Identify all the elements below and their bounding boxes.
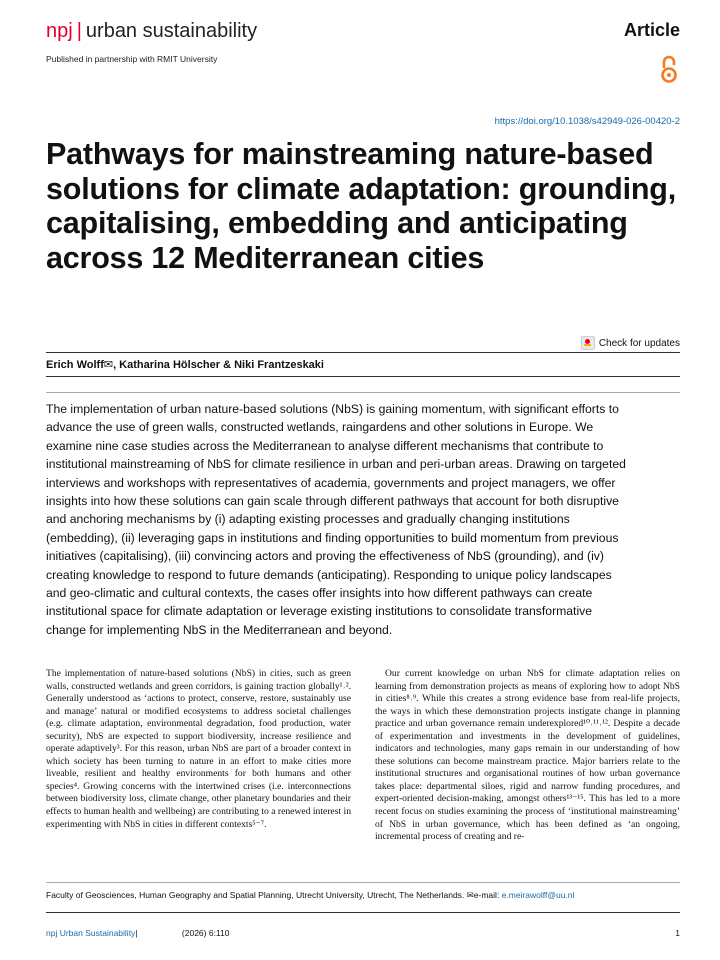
author-list: Erich Wolff✉, Katharina Hölscher & Niki Frantzeskaki bbox=[46, 359, 324, 371]
body-column-right: Our current knowledge on urban NbS for climate adaptation relies on learning from demonstration projects as means of exploring how to adopt NbS in cities⁸˒⁹. While this creates a strong evidence base from real-life projects, the ways in which these demonstration projects instigate change in planning practice and urban governance remain underexplored¹⁰˒¹¹˒¹². Despite a decade of experimentation and investments in the development of guidelines, indicators and technologies, many gaps remain in our understanding of how these solutions can become mainstream practice. Major barriers relate to the institutional structures and organisational routines of how urban governance takes place: departmental siloes, rigid and narrow funding procedures, and expert-oriented decision-making, amongst others¹³⁻¹⁵. This has led to a more recent focus on studies examining the process of ‘institutional mainstreaming’ of NbS in urban governance, which has been defined as ‘an ongoing, incremental process of creating and re- bbox=[375, 668, 680, 843]
check-updates-label: Check for updates bbox=[598, 337, 680, 349]
abstract-rule bbox=[46, 392, 680, 393]
journal-prefix: npj bbox=[46, 20, 73, 42]
page-number: 1 bbox=[675, 928, 680, 938]
doi-link[interactable]: https://doi.org/10.1038/s42949-026-00420-2 bbox=[494, 116, 680, 127]
journal-name: urban sustainability bbox=[85, 20, 258, 42]
footer-issue: (2026) 6:110 bbox=[181, 928, 230, 938]
open-access-icon bbox=[660, 55, 678, 85]
crossmark-icon bbox=[581, 336, 595, 350]
page-footer bbox=[46, 928, 229, 938]
footer-rule bbox=[46, 912, 680, 913]
footnote-rule bbox=[46, 882, 680, 883]
authors-bottom-rule bbox=[46, 376, 680, 377]
envelope-icon: ✉ bbox=[466, 890, 474, 900]
journal-masthead bbox=[46, 18, 257, 44]
article-title: Pathways for mainstreaming nature-based solutions for climate adaptation: grounding, capitalising, embedding and anticipating across 12 Mediterranean cities bbox=[46, 137, 677, 275]
affiliation-text: Faculty of Geosciences, Human Geography and Spatial Planning, Utrecht University, Utrecht, The Netherlands. bbox=[46, 890, 465, 900]
email-link[interactable]: e.meirawolff@uu.nl bbox=[501, 890, 575, 900]
partnership-note: Published in partnership with RMIT University bbox=[46, 54, 218, 64]
footer-journal-link[interactable]: npj Urban Sustainability bbox=[46, 928, 136, 938]
footer-separator: | bbox=[135, 928, 138, 938]
affiliation-footnote bbox=[46, 890, 574, 901]
article-type: Article bbox=[623, 20, 680, 40]
abstract: The implementation of urban nature-based solutions (NbS) is gaining momentum, with significant efforts to advance the use of green walls, constructed wetlands, raingardens and other solutions in Europe. We examine nine case studies across the Mediterranean to analyse different mechanisms that contribute to institutional mainstreaming of NbS for climate resilience in urban and peri-urban areas. Drawing on targeted interviews and workshops with representatives of academia, governments and project managers, we offer insights into how these solutions can gain scale through different pathways that account for both disruptive and anchoring mechanisms by (i) adapting existing processes and gradually changing institutions (embedding), (ii) leveraging gaps in institutions and finding opportunities to build momentum from previous initiatives (capitalising), (iii) convincing actors and proving the effectiveness of NbS (grounding), and (iv) creating knowledge to respond to future demands (anticipating). Responding to unique policy landscapes and geo-climatic and cultural contexts, the cases offer insights into how different pathways can create institutional space for climate adaptation or leverage existing institutions to consolidate transformative change for implementing NbS in the Mediterranean and beyond. bbox=[46, 402, 626, 637]
check-updates-button[interactable] bbox=[581, 336, 680, 350]
email-label: e-mail: bbox=[473, 890, 500, 900]
authors-top-rule bbox=[46, 352, 680, 353]
journal-separator: | bbox=[76, 20, 82, 42]
body-column-left: The implementation of nature-based solutions (NbS) in cities, such as green walls, constructed wetlands and green corridors, is gaining traction globally¹˒². Generally understood as ‘actions to protect, conserve, restore, sustainably use and manage’ natural or modified ecosystems to address societal challenges (e.g. climate adaptation, environmental degradation, food production, water security), NbS are expected to support biodiversity, increase resilience and operate adaptively³. For this reason, urban NbS are part of a broader context in which society has been turning to nature in an effort to make cities more liveable, resilient and healthy environments for both humans and other species⁴. Growing concerns with the intertwined crises (i.e. interconnections between biodiversity loss, climate change, other planetary boundaries and their effects to human health and wellbeing) are contributing to a renewed interest in experimenting with NbS in cities in different contexts⁵⁻⁷. bbox=[46, 668, 351, 830]
